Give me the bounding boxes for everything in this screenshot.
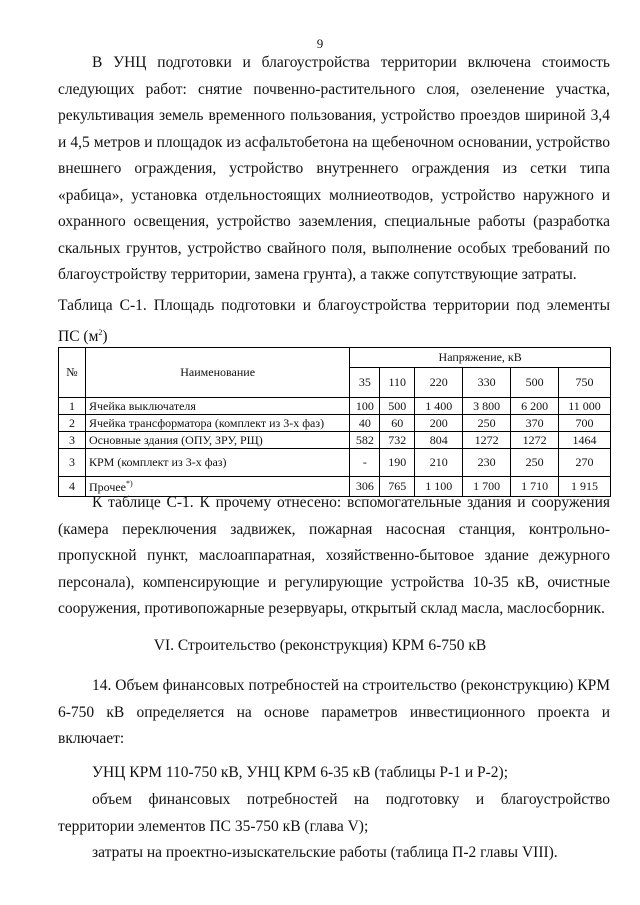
voltage-header-cell: 110 [380, 368, 415, 398]
row-value: 1 100 [415, 477, 463, 497]
list-item-site-preparation: объем финансовых потребностей на подготовку и благоустройство территории элементов ПС 35-750 кВ (глава V); [58, 791, 610, 835]
row-value: 1 700 [463, 477, 511, 497]
row-value: 1 915 [559, 477, 611, 497]
row-value: 1 710 [511, 477, 559, 497]
row-value: 804 [415, 432, 463, 449]
row-value: 500 [380, 398, 415, 415]
row-value: 370 [511, 415, 559, 432]
row-value: 250 [511, 449, 559, 477]
list-item-design-costs: затраты на проектно-изыскательские работы (таблица П-2 главы VIII). [92, 844, 558, 861]
row-name [85, 449, 349, 477]
row-name-text: Прочее [88, 479, 127, 494]
row-value: 700 [559, 415, 611, 432]
row-name-text: Ячейка трансформатора (комплект из 3-х фаз) [88, 415, 325, 430]
row-value: 100 [350, 398, 380, 415]
area-table [58, 347, 611, 497]
row-value: 40 [350, 415, 380, 432]
row-value: 765 [380, 477, 415, 497]
table-caption [58, 293, 610, 350]
row-value: 6 200 [511, 398, 559, 415]
row-value: 270 [559, 449, 611, 477]
row-value: 250 [463, 415, 511, 432]
voltage-header-cell: 330 [463, 368, 511, 398]
row-name [85, 415, 349, 432]
row-value: 190 [380, 449, 415, 477]
paragraph-works-included: В УНЦ подготовки и благоустройства территории включена стоимость следующих работ: снятие почвенно-растительного слоя, озеленение участка, рекультивация земель временного пользования, устройство проездов шириной 3,4 и 4,5 метров и площадок из асфальтобетона на щебеночном основании, устройство внешнего ограждения, устройство внутреннего ограждения из сетки типа «рабица», установка отдельностоящих молниеотводов, устройство наружного и охранного освещения, устройство заземления, специальные работы (разработка скальных грунтов, устройство свайного поля, выполнение особых требований по благоустройству территории, замена грунта), а также сопутствующие затраты. [58, 54, 610, 283]
header-voltage: Напряжение, кВ [350, 348, 611, 368]
row-number: 3 [59, 449, 86, 477]
row-value: 230 [463, 449, 511, 477]
table-caption-superscript: 2 [98, 327, 103, 337]
voltage-header-cell: 750 [559, 368, 611, 398]
row-value: 3 800 [463, 398, 511, 415]
table-row [59, 449, 611, 477]
row-value: 1272 [463, 432, 511, 449]
row-number: 3 [59, 432, 86, 449]
row-value: 582 [350, 432, 380, 449]
row-number: 2 [59, 415, 86, 432]
row-value: - [350, 449, 380, 477]
paragraph-clause-14: 14. Объем финансовых потребностей на строительство (реконструкцию) КРМ 6-750 кВ определяется на основе параметров инвестиционного проекта и включает: [58, 677, 610, 747]
row-value: 210 [415, 449, 463, 477]
list-item-unc: УНЦ КРМ 110-750 кВ, УНЦ КРМ 6-35 кВ (таблицы Р-1 и Р-2); [92, 764, 509, 781]
row-value: 1 400 [415, 398, 463, 415]
section-heading: VI. Строительство (реконструкция) КРМ 6-750 кВ [153, 637, 487, 654]
voltage-header-cell: 220 [415, 368, 463, 398]
row-value: 1464 [559, 432, 611, 449]
row-value: 306 [350, 477, 380, 497]
row-name [85, 432, 349, 449]
row-name [85, 398, 349, 415]
header-name: Наименование [85, 348, 349, 398]
row-name-text: Основные здания (ОПУ, ЗРУ, РЩ) [88, 432, 263, 447]
table-row [59, 432, 611, 449]
row-number: 4 [59, 477, 86, 497]
header-number: № [59, 348, 86, 398]
footnote-marker: *) [126, 478, 133, 488]
row-value: 11 000 [559, 398, 611, 415]
row-name-text: КРМ (комплект из 3-х фаз) [88, 455, 227, 469]
row-value: 60 [380, 415, 415, 432]
page-number: 9 [316, 36, 324, 51]
table-row [59, 415, 611, 432]
row-value: 732 [380, 432, 415, 449]
voltage-header-cell: 35 [350, 368, 380, 398]
voltage-header-cell: 500 [511, 368, 559, 398]
row-number: 1 [59, 398, 86, 415]
table-row [59, 398, 611, 415]
row-value: 1272 [511, 432, 559, 449]
paragraph-table-note: К таблице С-1. К прочему отнесено: вспомогательные здания и сооружения (камера переключения задвижек, пожарная насосная станция, контрольно-пропускной пункт, маслоаппаратная, хозяйственно-бытовое здание дежурного персонала), компенсирующие и регулирующие устройства 10-35 кВ, очистные сооружения, противопожарные резервуары, открытый склад масла, маслосборник. [58, 494, 610, 617]
row-name-text: Ячейка выключателя [88, 398, 196, 413]
table-caption-text: Таблица С-1. Площадь подготовки и благоустройства территории под элементы ПС (м [58, 297, 610, 345]
table-caption-end: ) [102, 327, 108, 345]
row-value: 200 [415, 415, 463, 432]
